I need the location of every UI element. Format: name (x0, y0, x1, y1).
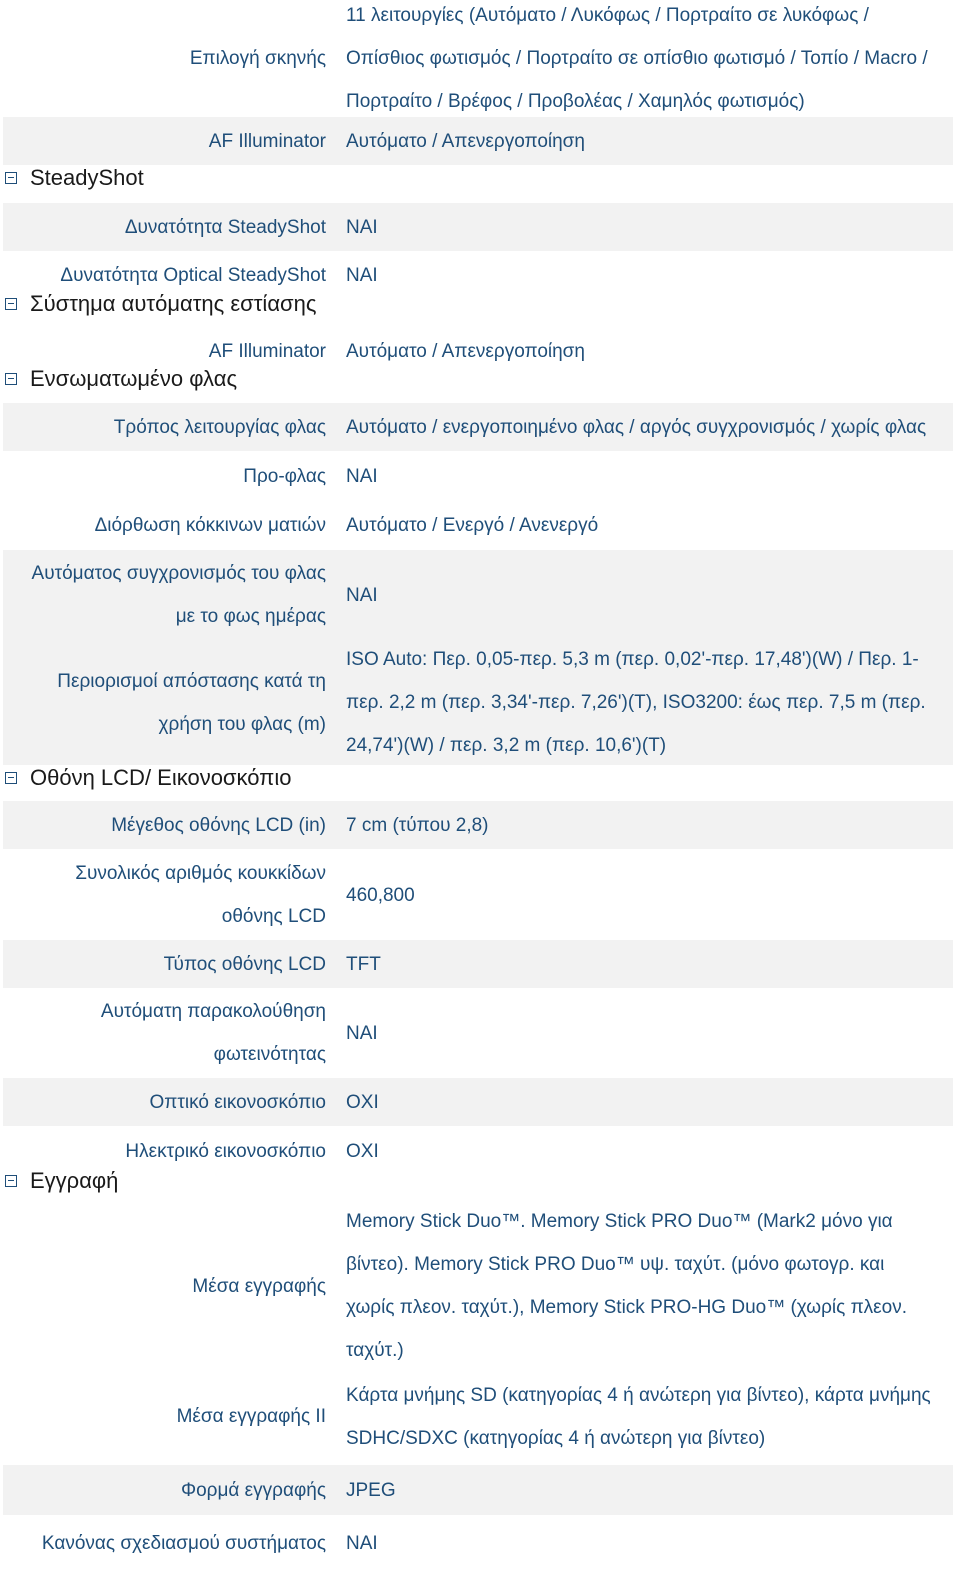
spec-label-line: Τρόπος λειτουργίας φλας (113, 416, 326, 438)
spec-label (3, 501, 326, 549)
spec-value (346, 327, 947, 375)
spec-value (346, 640, 947, 765)
spec-label (3, 940, 326, 988)
spec-label-line: Κανόνας σχεδιασμού συστήματος (41, 1532, 326, 1554)
spec-value-line: ISO Auto: Περ. 0,05-περ. 5,3 m (περ. 0,02'-περ. 17,48')(W) / Περ. 1- (346, 649, 919, 670)
spec-value-line: 460,800 (346, 884, 415, 906)
spec-value (346, 117, 947, 165)
section-header (5, 364, 237, 394)
spec-row (3, 640, 953, 765)
spec-value-line: ΝΑΙ (346, 584, 378, 606)
spec-value-line: ΝΑΙ (346, 465, 378, 487)
spec-value (346, 1515, 947, 1571)
spec-label-line: Συνολικός αριθμός κουκκίδων (75, 863, 326, 884)
spec-label-line: φωτεινότητας (213, 1044, 326, 1065)
spec-label-line: AF Illuminator (208, 130, 326, 152)
section-header (5, 763, 291, 793)
spec-row (3, 1127, 953, 1175)
spec-label (3, 801, 326, 849)
spec-value (346, 1078, 947, 1126)
spec-row (3, 550, 953, 640)
spec-value (346, 1127, 947, 1175)
spec-value-line: ΝΑΙ (346, 1532, 378, 1554)
spec-label (3, 1465, 326, 1515)
spec-value (346, 850, 947, 940)
spec-value-line: Αυτόματο / ενεργοποιημένο φλας / αργός συγχρονισμός / χωρίς φλας (346, 416, 927, 438)
spec-row (3, 1078, 953, 1126)
spec-value-line: TFT (346, 953, 381, 975)
spec-value-line: Πορτραίτο / Βρέφος / Προβολέας / Χαμηλός φωτισμός) (346, 91, 805, 112)
spec-value-line: περ. 2,2 m (περ. 3,34'-περ. 7,26')(T), ISO3200: έως περ. 7,5 m (περ. (346, 692, 926, 713)
spec-value-line: ΟΧΙ (346, 1140, 379, 1162)
section-title: Ενσωματωμένο φλας (30, 366, 238, 391)
spec-value-line: ΝΑΙ (346, 264, 378, 286)
spec-value-line: ΝΑΙ (346, 216, 378, 238)
spec-label-line: Μέσα εγγραφής (192, 1275, 326, 1297)
spec-label-line: Αυτόματος συγχρονισμός του φλας (31, 563, 326, 584)
spec-row (3, 1515, 953, 1571)
spec-row (3, 850, 953, 940)
section-header (5, 289, 316, 319)
spec-label-line: Επιλογή σκηνής (189, 48, 326, 69)
spec-label-line: Μέσα εγγραφής II (176, 1406, 326, 1427)
spec-value-line: Memory Stick Duo™. Memory Stick PRO Duo™ (Mark2 μόνο για (346, 1211, 893, 1232)
spec-label-line: Δυνατότητα Optical SteadyShot (60, 264, 326, 286)
spec-value-line: Αυτόματο / Ενεργό / Ανενεργό (346, 514, 599, 536)
spec-row (3, 1369, 953, 1464)
spec-label-line: οθόνης LCD (221, 906, 326, 927)
spec-value (346, 1203, 947, 1369)
spec-value (346, 988, 947, 1078)
spec-label-line: Αυτόματη παρακολούθηση (100, 1001, 326, 1022)
spec-label (3, 640, 326, 765)
spec-row (3, 801, 953, 849)
collapse-icon[interactable] (5, 1175, 17, 1187)
spec-value (346, 203, 947, 251)
spec-value-line: Οπίσθιος φωτισμός / Πορτραίτο σε οπίσθιο φωτισμό / Τοπίο / Macro / (346, 48, 928, 69)
spec-label (3, 117, 326, 165)
spec-value (346, 550, 947, 640)
spec-label-line: Οπτικό εικονοσκόπιο (149, 1091, 326, 1113)
spec-row (3, 940, 953, 988)
spec-label (3, 1078, 326, 1126)
spec-value (346, 1369, 947, 1464)
spec-row (3, 403, 953, 451)
spec-row (3, 452, 953, 500)
spec-value (346, 0, 947, 117)
spec-value-line: Κάρτα μνήμης SD (κατηγορίας 4 ή ανώτερη για βίντεο), κάρτα μνήμης (346, 1384, 931, 1406)
section-title: Σύστημα αυτόματης εστίασης (30, 291, 317, 316)
spec-row (3, 1465, 953, 1515)
spec-value-line: 7 cm (τύπου 2,8) (346, 814, 489, 836)
spec-row (3, 117, 953, 165)
spec-value-line: χωρίς πλεον. ταχύτ.), Memory Stick PRO-HG Duo™ (χωρίς πλεον. (346, 1297, 907, 1318)
spec-label (3, 1203, 326, 1369)
spec-value-line: Αυτόματο / Απενεργοποίηση (346, 130, 585, 152)
section-title: Οθόνη LCD/ Εικονοσκόπιο (30, 765, 292, 790)
spec-value (346, 501, 947, 549)
spec-label (3, 988, 326, 1078)
collapse-icon[interactable] (5, 298, 17, 310)
spec-label (3, 403, 326, 451)
spec-value-line: 24,74')(W) / περ. 3,2 m (περ. 10,6')(T) (346, 735, 667, 756)
section-title: Εγγραφή (30, 1168, 119, 1193)
spec-value (346, 801, 947, 849)
collapse-icon[interactable] (5, 172, 17, 184)
spec-row (3, 1203, 953, 1369)
spec-label (3, 203, 326, 251)
spec-value-line: SDHC/SDXC (κατηγορίας 4 ή ανώτερη για βίντεο) (346, 1427, 766, 1449)
section-header (5, 163, 144, 193)
spec-value (346, 403, 947, 451)
collapse-icon[interactable] (5, 772, 17, 784)
spec-label (3, 452, 326, 500)
spec-label-line: με το φως ημέρας (175, 606, 326, 627)
spec-row (3, 0, 953, 117)
spec-label-line: Δυνατότητα SteadyShot (124, 216, 326, 238)
spec-label-line: χρήση του φλας (m) (158, 713, 326, 735)
spec-row (3, 203, 953, 251)
spec-label-line: Περιορισμοί απόστασης κατά τη (57, 670, 326, 692)
spec-value (346, 452, 947, 500)
spec-label-line: Προ-φλας (243, 465, 326, 487)
spec-label (3, 1369, 326, 1464)
spec-label (3, 0, 326, 117)
spec-row (3, 988, 953, 1078)
spec-row (3, 501, 953, 549)
spec-label (3, 850, 326, 940)
spec-value-line: 11 λειτουργίες (Αυτόματο / Λυκόφως / Πορτραίτο σε λυκόφως / (346, 5, 869, 26)
spec-label-line: Φορμά εγγραφής (180, 1479, 326, 1501)
spec-label-line: Ηλεκτρικό εικονοσκόπιο (125, 1140, 326, 1162)
spec-value (346, 940, 947, 988)
spec-label-line: AF Illuminator (208, 340, 326, 362)
spec-value-line: ΝΑΙ (346, 1022, 378, 1044)
spec-value-line: ταχύτ.) (346, 1340, 404, 1361)
spec-value-line: JPEG (346, 1479, 396, 1501)
spec-label-line: Διόρθωση κόκκινων ματιών (94, 514, 326, 536)
section-header (5, 1166, 118, 1196)
spec-value (346, 251, 947, 299)
spec-value (346, 1465, 947, 1515)
spec-value-line: ΟΧΙ (346, 1091, 379, 1113)
spec-value-line: Αυτόματο / Απενεργοποίηση (346, 340, 585, 362)
spec-label-line: Τύπος οθόνης LCD (163, 953, 326, 975)
spec-label-line: Μέγεθος οθόνης LCD (in) (111, 814, 326, 836)
spec-label (3, 1515, 326, 1571)
spec-value-line: βίντεο). Memory Stick PRO Duo™ υψ. ταχύτ. (μόνο φωτογρ. και (346, 1254, 885, 1275)
spec-label (3, 550, 326, 640)
collapse-icon[interactable] (5, 373, 17, 385)
section-title: SteadyShot (30, 165, 144, 190)
